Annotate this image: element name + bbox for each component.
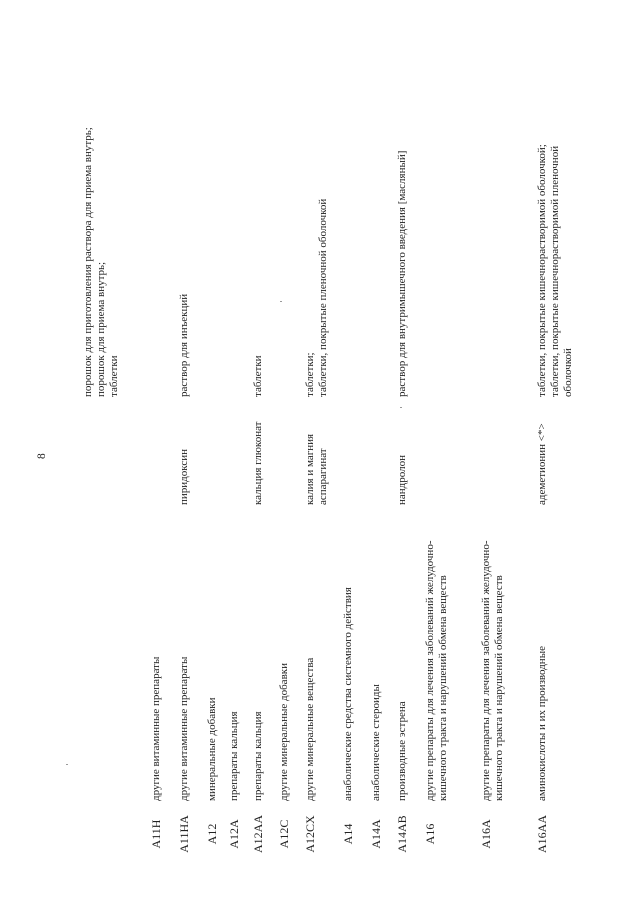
drug-name: адеметионин <*> (536, 423, 548, 505)
atc-code: A16 (423, 823, 437, 845)
group-title: аминокислоты и их производные (536, 646, 548, 801)
atc-code: A12CX (303, 815, 317, 853)
atc-code: A11H (149, 819, 163, 849)
drug-name: нандролон (396, 455, 408, 505)
atc-code: A12AA (251, 815, 265, 853)
atc-code: A12C (277, 819, 291, 849)
group-title: другие витаминные препараты (150, 656, 162, 801)
scan-speck (280, 301, 282, 302)
group-title: другие препараты для лечения заболеваний желудочно-кишечного тракта и нарушений обмена веществ (480, 540, 506, 801)
atc-code: A12A (227, 819, 241, 849)
atc-code: A14AB (395, 815, 409, 853)
atc-code: A12 (205, 823, 219, 845)
group-title: препараты кальция (252, 711, 264, 801)
group-title: производные эстрена (396, 701, 408, 801)
drug-name: кальция глюконат (252, 421, 264, 505)
group-title: препараты кальция (228, 711, 240, 801)
dosage-form: таблетки (252, 355, 264, 397)
atc-code: A16A (479, 819, 493, 849)
atc-code: A14A (369, 819, 383, 849)
dosage-form: порошок для приготовления раствора для приема внутрь; порошок для приема внутрь; таблетки (82, 127, 121, 397)
group-title: другие минеральные добавки (278, 663, 290, 801)
drug-name: калия и магния аспарагинат (304, 433, 330, 505)
group-title: минеральные добавки (206, 697, 218, 801)
atc-code: A11HA (177, 815, 191, 853)
atc-code: A16AA (535, 815, 549, 853)
drug-name: пиридоксин (178, 449, 190, 505)
dosage-form: раствор для внутримышечного введения [масляный] (396, 150, 408, 397)
scan-speck (400, 407, 402, 408)
group-title: анаболические стероиды (370, 684, 382, 801)
scan-speck (66, 764, 68, 765)
atc-code: A14 (341, 823, 355, 845)
dosage-form: таблетки; таблетки, покрытые пленочной оболочкой (304, 198, 330, 397)
dosage-form: таблетки, покрытые кишечнорастворимой оболочкой; таблетки, покрытые кишечнорастворимой пленочной оболочкой (536, 144, 575, 397)
group-title: другие витаминные препараты (178, 656, 190, 801)
group-title: анаболические средства системного действия (342, 587, 354, 801)
group-title: другие препараты для лечения заболеваний желудочно-кишечного тракта и нарушений обмена веществ (424, 540, 450, 801)
group-title: другие минеральные вещества (304, 657, 316, 801)
dosage-form: раствор для инъекций (178, 293, 190, 397)
page-number: 8 (36, 453, 48, 459)
